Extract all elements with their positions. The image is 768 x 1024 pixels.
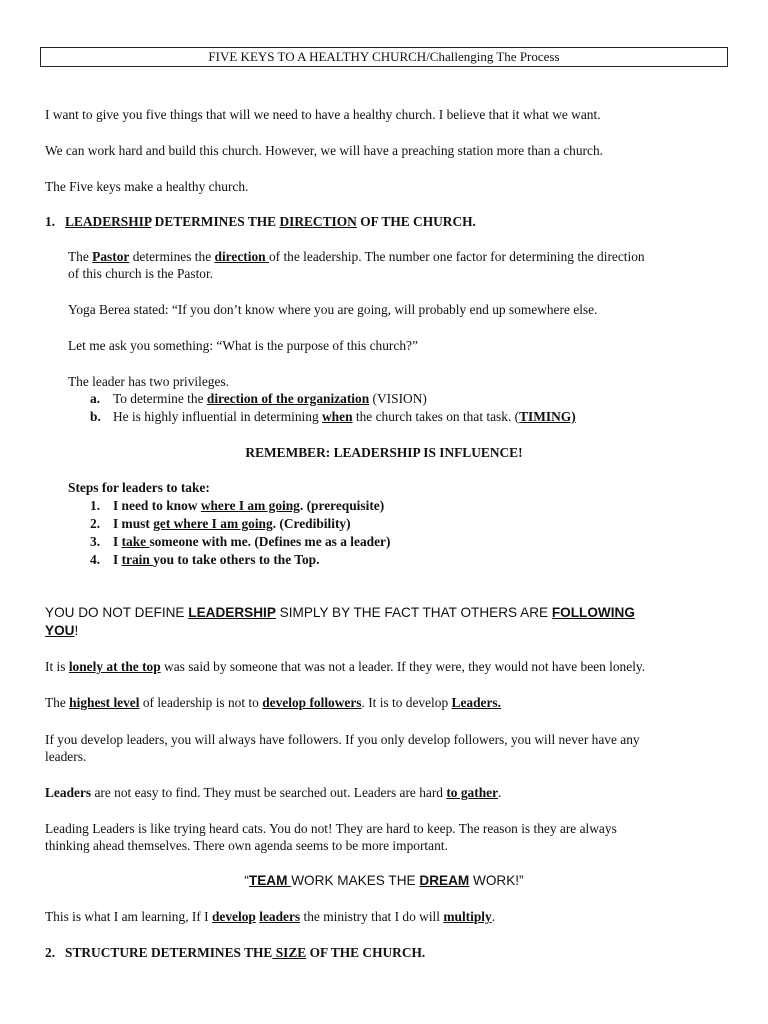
lonely-paragraph: It is lonely at the top was said by someone that was not a leader. If they were, they would not have been lonely. [45,659,646,674]
purpose-question: Let me ask you something: “What is the purpose of this church?” [68,338,418,353]
cats-paragraph-line-1: Leading Leaders is like trying heard cats. You do not! They are hard to keep. The reason is they are always [45,821,617,836]
privileges-intro: The leader has two privileges. [68,374,230,389]
define-leadership-line-2: YOU! [45,623,79,638]
leaders-find-paragraph: Leaders are not easy to find. They must be searched out. Leaders are hard to gather. [45,785,502,800]
key-2-heading: 2. STRUCTURE DETERMINES THE SIZE OF THE CHURCH. [45,945,426,960]
yoga-quote: Yoga Berea stated: “If you don’t know where you are going, will probably end up somewhere else. [68,302,598,317]
cats-paragraph-line-2: thinking ahead themselves. There own agenda seems to be more important. [45,838,448,853]
privilege-b: b. He is highly influential in determining when the church takes on that task. (TIMING) [90,409,576,424]
intro-paragraph-2: We can work hard and build this church. However, we will have a preaching station more than a church. [45,143,603,158]
define-leadership-line-1: YOU DO NOT DEFINE LEADERSHIP SIMPLY BY THE FACT THAT OTHERS ARE FOLLOWING [45,605,635,620]
intro-paragraph-3: The Five keys make a healthy church. [45,179,249,194]
page-title: FIVE KEYS TO A HEALTHY CHURCH/Challenging The Process [40,47,728,67]
remember-heading: REMEMBER: LEADERSHIP IS INFLUENCE! [245,445,523,460]
highest-level-paragraph: The highest level of leadership is not to develop followers. It is to develop Leaders. [45,695,501,710]
step-4: 4. I train you to take others to the Top. [90,552,320,567]
team-work-slogan: “TEAM WORK MAKES THE DREAM WORK!” [244,873,524,888]
learning-paragraph: This is what I am learning, If I develop leaders the ministry that I do will multiply. [45,909,496,924]
step-2: 2. I must get where I am going. (Credibility) [90,516,351,531]
develop-paragraph-line-2: leaders. [45,749,87,764]
intro-paragraph-1: I want to give you five things that will we need to have a healthy church. I believe that it what we want. [45,107,601,122]
privilege-a: a. To determine the direction of the organization (VISION) [90,391,427,406]
step-1: 1. I need to know where I am going. (prerequisite) [90,498,385,513]
pastor-paragraph: The Pastor determines the direction of the leadership. The number one factor for determining the direction [68,249,645,264]
pastor-paragraph-line-2: of this church is the Pastor. [68,266,214,281]
step-3: 3. I take someone with me. (Defines me as a leader) [90,534,391,549]
develop-paragraph-line-1: If you develop leaders, you will always have followers. If you only develop followers, you will never have any [45,732,640,747]
key-1-heading: 1. LEADERSHIP DETERMINES THE DIRECTION OF THE CHURCH. [45,214,476,229]
steps-heading: Steps for leaders to take: [68,480,210,495]
